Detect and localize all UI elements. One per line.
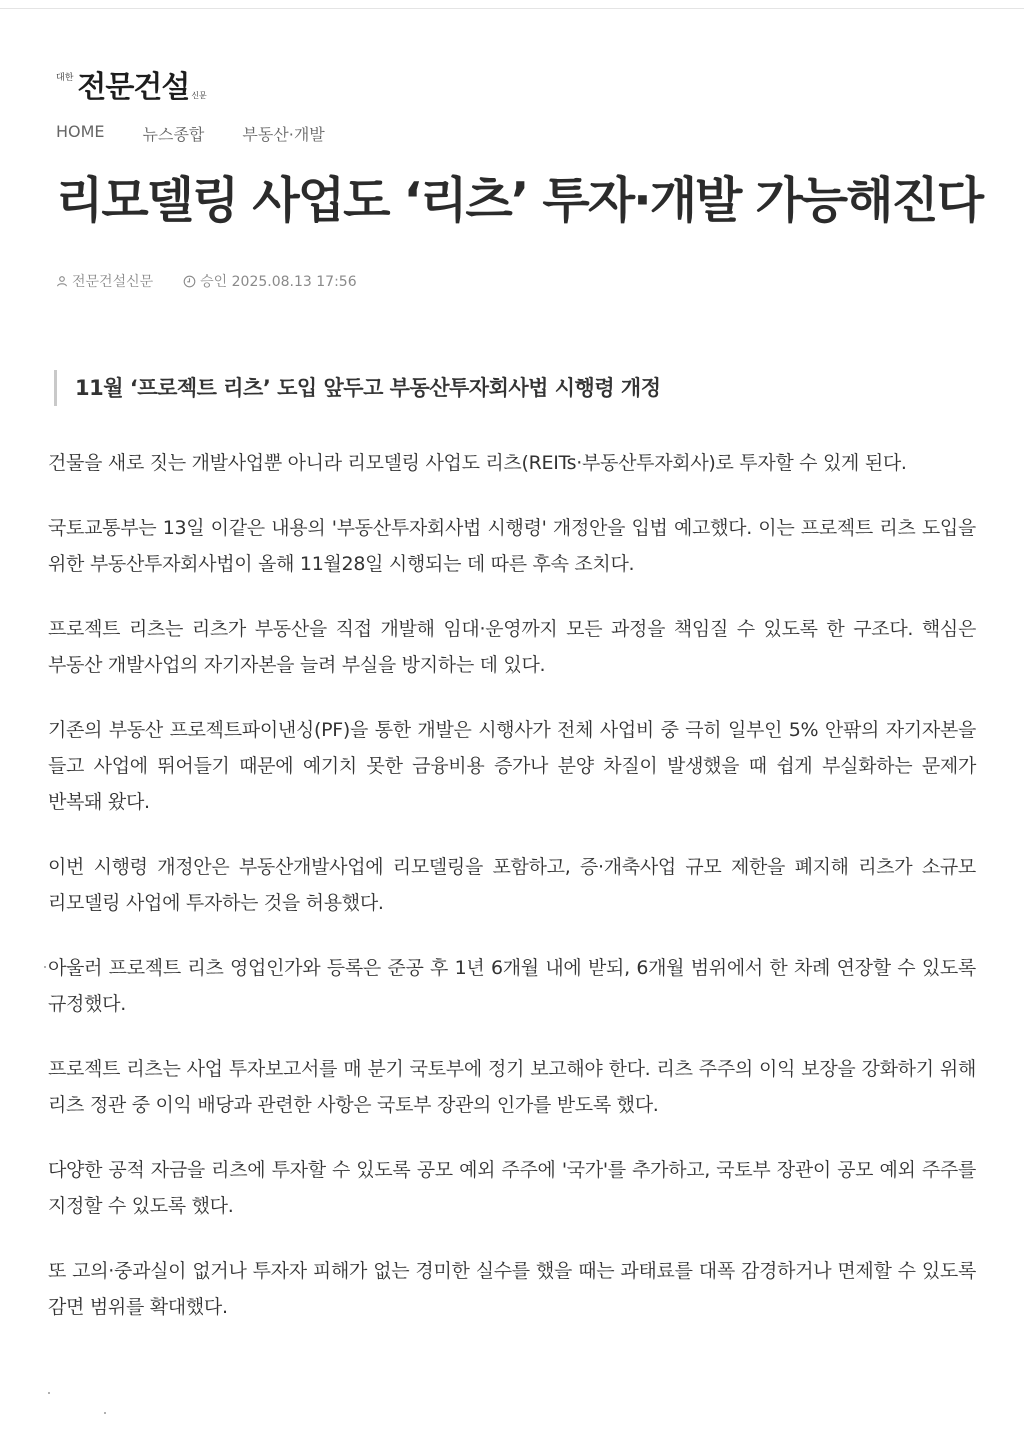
author-name[interactable]: 전문건설신문 bbox=[72, 274, 154, 290]
paragraph: 이번 시행령 개정안은 부동산개발사업에 리모델링을 포함하고, 증·개축사업 규모 제한을 폐지해 리츠가 소규모 리모델링 사업에 투자하는 것을 허용했다. bbox=[48, 856, 976, 914]
approval-info bbox=[183, 271, 356, 291]
clock-icon bbox=[183, 275, 196, 288]
breadcrumb bbox=[56, 122, 325, 145]
user-icon bbox=[56, 275, 68, 287]
scan-speck bbox=[44, 966, 46, 968]
breadcrumb-home[interactable]: HOME bbox=[56, 122, 105, 141]
breadcrumb-news[interactable]: 뉴스종합 bbox=[142, 125, 205, 144]
paragraph: 기존의 부동산 프로젝트파이낸싱(PF)을 통한 개발은 시행사가 전체 사업비 중 극히 일부인 5% 안팎의 자기자본을 들고 사업에 뛰어들기 때문에 예기치 못한 금융비용 증가나 분양 차질이 발생했을 때 쉽게 부실화하는 문제가 반복돼 왔다. bbox=[48, 719, 976, 813]
approval-date: 승인 2025.08.13 17:56 bbox=[200, 274, 357, 290]
logo-title: 전문건설 bbox=[77, 70, 190, 105]
scan-speck bbox=[104, 1412, 106, 1414]
article-subtitle: 11월 ‘프로젝트 리츠’ 도입 앞두고 부동산투자회사법 시행령 개정 bbox=[54, 370, 661, 406]
page-top-edge bbox=[0, 8, 1024, 9]
article-meta bbox=[56, 271, 357, 291]
paragraph: 아울러 프로젝트 리츠 영업인가와 등록은 준공 후 1년 6개월 내에 받되, 6개월 범위에서 한 차례 연장할 수 있도록 규정했다. bbox=[48, 957, 976, 1015]
paragraph: 프로젝트 리츠는 사업 투자보고서를 매 분기 국토부에 정기 보고해야 한다. 리츠 주주의 이익 보장을 강화하기 위해 리츠 정관 중 이익 배당과 관련한 사항은 국토부 장관의 인가를 받도록 했다. bbox=[48, 1058, 976, 1116]
site-logo[interactable] bbox=[56, 70, 207, 103]
logo-suffix: 신문 bbox=[191, 91, 207, 100]
paragraph: 건물을 새로 짓는 개발사업뿐 아니라 리모델링 사업도 리츠(REITs·부동산투자회사)로 투자할 수 있게 된다. bbox=[48, 452, 907, 474]
paragraph: 프로젝트 리츠는 리츠가 부동산을 직접 개발해 임대·운영까지 모든 과정을 책임질 수 있도록 한 구조다. 핵심은 부동산 개발사업의 자기자본을 늘려 부실을 방지하는 데 있다. bbox=[48, 618, 976, 676]
scan-speck bbox=[48, 1392, 50, 1394]
logo-prefix: 대한 bbox=[56, 73, 74, 83]
breadcrumb-realestate[interactable]: 부동산·개발 bbox=[242, 125, 325, 144]
paragraph: 다양한 공적 자금을 리츠에 투자할 수 있도록 공모 예외 주주에 '국가'를 추가하고, 국토부 장관이 공모 예외 주주를 지정할 수 있도록 했다. bbox=[48, 1159, 976, 1217]
paragraph: 또 고의·중과실이 없거나 투자자 피해가 없는 경미한 실수를 했을 때는 과태료를 대폭 감경하거나 면제할 수 있도록 감면 범위를 확대했다. bbox=[48, 1260, 976, 1318]
article-title: 리모델링 사업도 ‘리츠’ 투자·개발 가능해진다 bbox=[56, 172, 983, 229]
article-body bbox=[48, 445, 976, 1354]
author-info bbox=[56, 271, 153, 291]
paragraph: 국토교통부는 13일 이같은 내용의 '부동산투자회사법 시행령' 개정안을 입법 예고했다. 이는 프로젝트 리츠 도입을 위한 부동산투자회사법이 올해 11월28일 시행되는 데 따른 후속 조치다. bbox=[48, 517, 976, 575]
